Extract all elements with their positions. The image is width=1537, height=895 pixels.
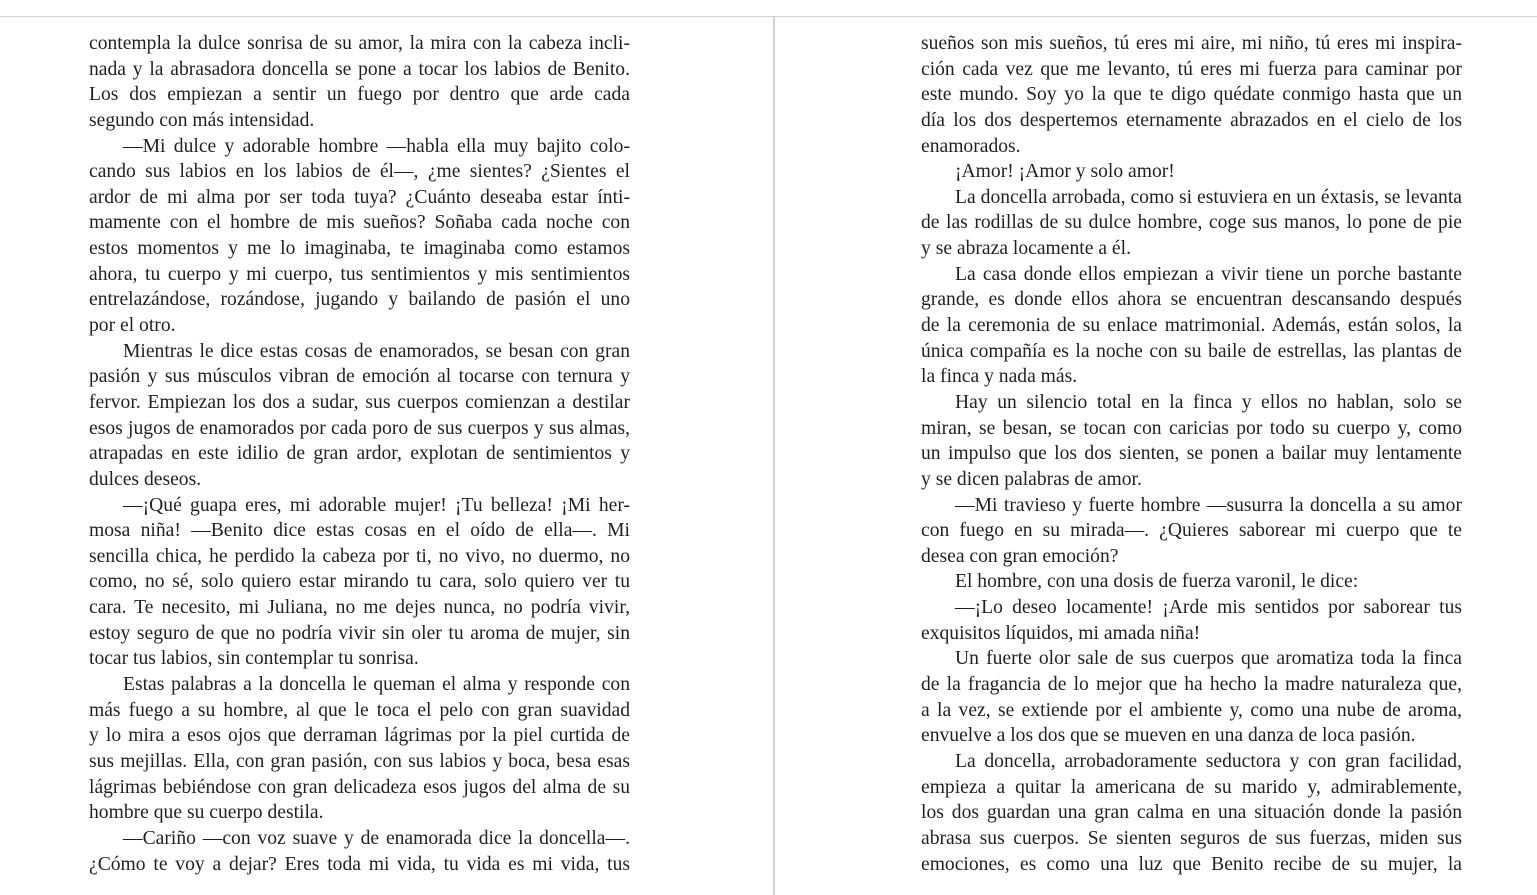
text-line: con fuego en su mirada—. ¿Quieres saborear mi cuerpo que te [921,520,1462,542]
text-line: Mientras le dice estas cosas de enamorados, se besan con gran [123,340,630,362]
text-line: única compañía es la noche con su baile de estrellas, las plantas de [921,340,1462,362]
text-line: grande, es donde ellos ahora se encuentran descansando después [921,289,1462,311]
text-line: día los dos despertemos eternamente abrazados en el cielo de los [921,109,1462,131]
text-line: Un fuerte olor sale de sus cuerpos que aromatiza toda la finca [955,648,1462,670]
text-line: estoy seguro de que no podría vivir sin oler tu aroma de mujer, sin [89,622,630,644]
text-line: —Mi travieso y fuerte hombre —susurra la doncella a su amor [955,494,1462,516]
text-line: fervor. Empiezan los dos a sudar, sus cuerpos comienzan a destilar [89,391,630,413]
text-line: ahora, tu cuerpo y mi cuerpo, tus sentimientos y mis sentimientos [89,263,630,285]
text-line: y se dicen palabras de amor. [921,468,1142,490]
text-line: ¿Cómo te voy a dejar? Eres toda mi vida, tu vida es mi vida, tus [89,853,630,875]
text-line: ardor de mi alma por ser toda tuya? ¿Cuánto deseaba estar ínti- [89,186,630,208]
text-line: —Mi dulce y adorable hombre —habla ella muy bajito colo- [123,135,630,157]
text-line: envuelve a los dos que se mueven en una danza de loca pasión. [921,725,1416,747]
text-line: los dos guardan una gran calma en una situación donde la pasión [921,802,1462,824]
text-line: y lo mira a esos ojos que derraman lágrimas por la piel curtida de [89,725,630,747]
text-line: miran, se besan, se tocan con caricias por todo su cuerpo y, como [921,417,1462,439]
text-line: empieza a quitar la americana de su marido y, admirablemente, [921,776,1462,798]
text-line: La doncella, arrobadoramente seductora y con gran facilidad, [955,750,1462,772]
text-line: entrelazándose, rozándose, jugando y bailando de pasión el uno [89,289,630,311]
text-line: mosa niña! —Benito dice estas cosas en el oído de ella—. Mi [89,520,630,542]
text-line: estos momentos y me lo imaginaba, te imaginaba como estamos [89,238,630,260]
text-line: pasión y sus músculos vibran de emoción al tocarse con ternura y [89,366,630,388]
text-line: exquisitos líquidos, mi amada niña! [921,622,1201,644]
text-line: lágrimas bebiéndose con gran delicadeza esos jugos del alma de su [89,776,630,798]
text-line: Estas palabras a la doncella le queman el alma y responde con [123,674,630,696]
text-line: —Cariño —con voz suave y de enamorada dice la doncella—. [123,827,630,849]
text-line: —¡Lo deseo locamente! ¡Arde mis sentidos por saborear tus [955,597,1462,619]
text-line: contempla la dulce sonrisa de su amor, la mira con la cabeza incli- [89,33,630,54]
text-line: ción cada vez que me levanto, tú eres mi fuerza para caminar por [921,58,1462,80]
text-line: —¡Qué guapa eres, mi adorable mujer! ¡Tu belleza! ¡Mi her- [123,494,630,516]
text-line: cara. Te necesito, mi Juliana, no me dejes nunca, no podría vivir, [89,597,630,619]
text-line: y se abraza locamente a él. [921,238,1131,260]
text-line: sencilla chica, he perdido la cabeza por ti, no vivo, no duermo, no [89,545,630,567]
text-line: esos jugos de enamorados por cada poro de sus cuerpos y sus almas, [89,417,630,439]
text-line: la finca y nada más. [921,366,1078,388]
text-line: mamente con el hombre de mis sueños? Soñaba cada noche con [89,212,630,234]
text-line: de la ceremonia de su enlace matrimonial. Además, están solos, la [921,315,1462,337]
right-page [921,31,1462,877]
text-line: Los dos empiezan a sentir un fuego por dentro que arde cada [89,84,630,106]
text-line: este mundo. Soy yo la que te digo quédate conmigo hasta que un [921,84,1462,106]
text-line: un impulso que los dos sienten, se ponen a bailar muy lentamente [921,443,1462,465]
text-line: cando sus labios en los labios de él—, ¿me sientes? ¿Sientes el [89,161,630,183]
left-page [89,31,630,877]
text-line: atrapadas en este idilio de gran ardor, explotan de sentimientos y [89,443,630,465]
text-line: como, no sé, solo quiero estar mirando tu cara, solo quiero ver tu [89,571,630,593]
text-line: por el otro. [89,315,176,337]
text-line: La doncella arrobada, como si estuviera en un éxtasis, se levanta [955,186,1462,208]
text-line: enamorados. [921,135,1021,157]
text-line: emociones, es como una luz que Benito recibe de su mujer, la [921,853,1462,875]
page-gutter-divider [773,17,775,895]
text-line: hombre que su cuerpo destila. [89,802,324,824]
text-line: Hay un silencio total en la finca y ellos no hablan, solo se [955,391,1462,413]
text-line: abrasa sus cuerpos. Se sienten seguros de sus fuerzas, miden sus [921,827,1462,849]
text-line: El hombre, con una dosis de fuerza varonil, le dice: [955,571,1359,593]
text-line: a la vez, se extiende por el ambiente y, como una nube de aroma, [921,699,1462,721]
text-line: nada y la abrasadora doncella se pone a tocar los labios de Benito. [89,58,630,80]
text-line: ¡Amor! ¡Amor y solo amor! [955,161,1175,183]
text-line: dulces deseos. [89,468,202,490]
text-line: desea con gran emoción? [921,545,1119,567]
text-line: sueños son mis sueños, tú eres mi aire, mi niño, tú eres mi inspira- [921,33,1462,54]
text-line: sus mejillas. Ella, con gran pasión, con sus labios y boca, besa esas [89,750,630,772]
text-line: más fuego a su hombre, al que le toca el pelo con gran suavidad [89,699,630,721]
text-line: La casa donde ellos empiezan a vivir tiene un porche bastante [955,263,1462,285]
text-line: de la fragancia de lo mejor que ha hecho la madre naturaleza que, [921,674,1462,696]
text-line: segundo con más intensidad. [89,109,315,131]
viewer-top-bar [0,0,1537,17]
text-line: de las rodillas de su dulce hombre, coge sus manos, lo pone de pie [921,212,1462,234]
text-line: tocar tus labios, sin contemplar tu sonrisa. [89,648,419,670]
